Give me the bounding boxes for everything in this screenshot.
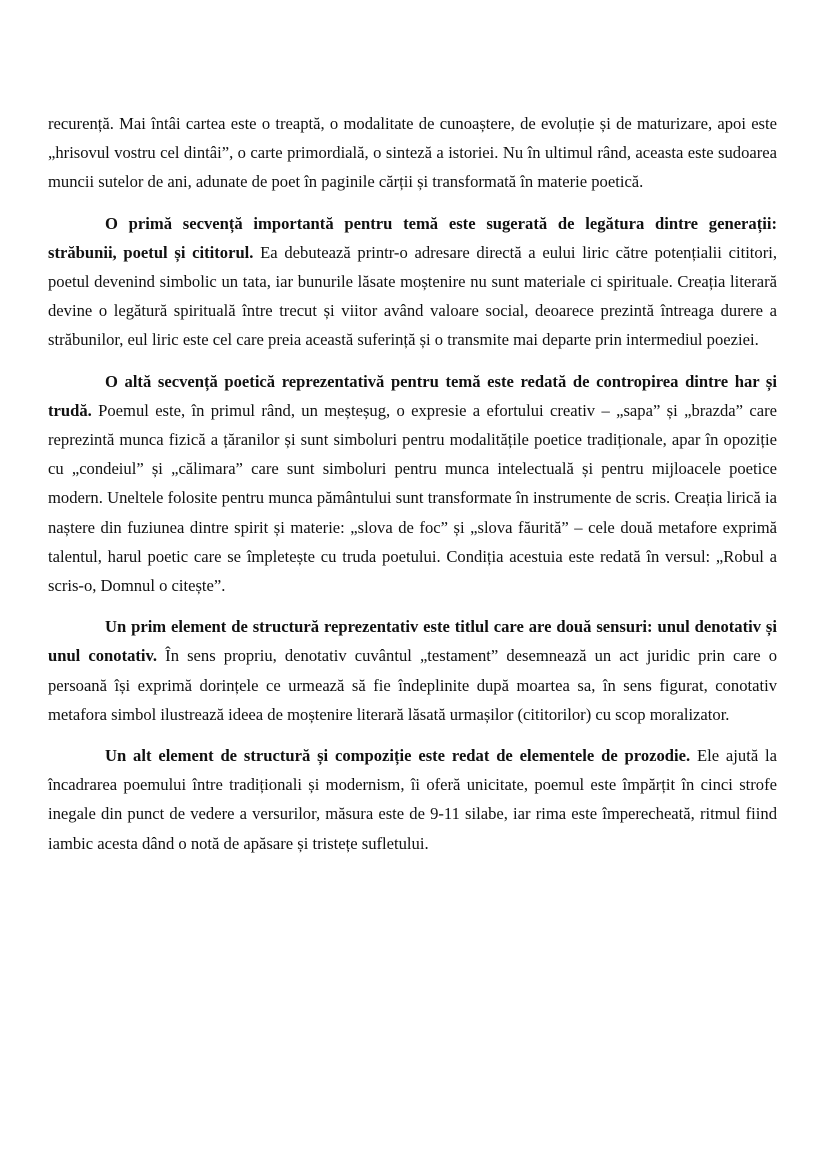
paragraph-generations-sequence: [48, 209, 777, 355]
paragraph-title-element: [48, 612, 777, 729]
paragraph-lead-bold: O primă secvență importantă pentru temă este sugerată de legătura dintre generații: străbunii, poetul și cititorul.: [48, 213, 777, 262]
paragraph-lead-bold: Un prim element de structură reprezentativ este titlul care are două sensuri: unul denotativ și unul conotativ.: [48, 617, 777, 666]
document-page: [48, 109, 777, 870]
paragraph-lead-bold: Un alt element de structură și compoziție este redat de elementele de prozodie.: [105, 746, 691, 766]
paragraph-body: Ea debutează printr-o adresare directă a eului liric către potențialii cititori, poetul devenind simbolic un tata, iar bunurile lăsate moștenire nu sunt materiale ci spirituale. Creația literară devine o legătură spirituală între trecut și viitor având valoare social, deoarece prezintă întreaga durere a străbunilor, eul liric este cel care preia această suferință și o transmite mai departe prin intermediul poeziei.: [48, 242, 777, 350]
paragraph-body: recurență. Mai întâi cartea este o treaptă, o modalitate de cunoaștere, de evoluție și de maturizare, apoi este „hrisovul vostru cel dintâi”, o carte primordială, o sinteză a istoriei. Nu în ultimul rând, aceasta este sudoarea muncii sutelor de ani, adunate de poet în paginile cărții și transformată în materie poetică.: [48, 114, 777, 192]
paragraph-body: În sens propriu, denotativ cuvântul „testament” desemnează un act juridic prin care o persoană își exprimă dorințele ce urmează să fie îndeplinite după moartea sa, în sens figurat, conotativ metafora simbol ilustrează ideea de moștenire literară lăsată urmașilor (cititorilor) cu scop moralizator.: [48, 646, 777, 724]
paragraph-lead-bold: O altă secvență poetică reprezentativă pentru temă este redată de contropirea dintre har și trudă.: [48, 371, 777, 420]
paragraph-body: Poemul este, în primul rând, un meșteșug, o expresie a efortului creativ – „sapa” și „brazda” care reprezintă munca fizică a țăranilor și sunt simboluri pentru modalitățile poetice tradiționale, apar în opoziție cu „condeiul” și „călimara” care sunt simboluri pentru munca intelectuală și pentru mijloacele poetice modern. Uneltele folosite pentru munca pământului sunt transformate în instrumente de scris. Creația lirică ia naștere din fuziunea dintre spirit și materie: „slova de foc” și „slova făurită” – cele două metafore exprimă talentul, harul poetic care se împletește cu truda poetului. Condiția acestuia este redată în versul: „Robul a scris-o, Domnul o citește”.: [48, 400, 777, 596]
paragraph-intro-continuation: [48, 109, 777, 197]
paragraph-har-truda-sequence: [48, 367, 777, 601]
paragraph-body: Ele ajută la încadrarea poemului între tradiționali și modernism, îi oferă unicitate, poemul este împărțit în cinci strofe inegale din punct de vedere a versurilor, măsura este de 9-11 silabe, iar rima este împerecheată, ritmul fiind iambic acesta dând o notă de apăsare și tristețe sufletului.: [48, 746, 777, 853]
paragraph-prosody-element: [48, 741, 777, 858]
